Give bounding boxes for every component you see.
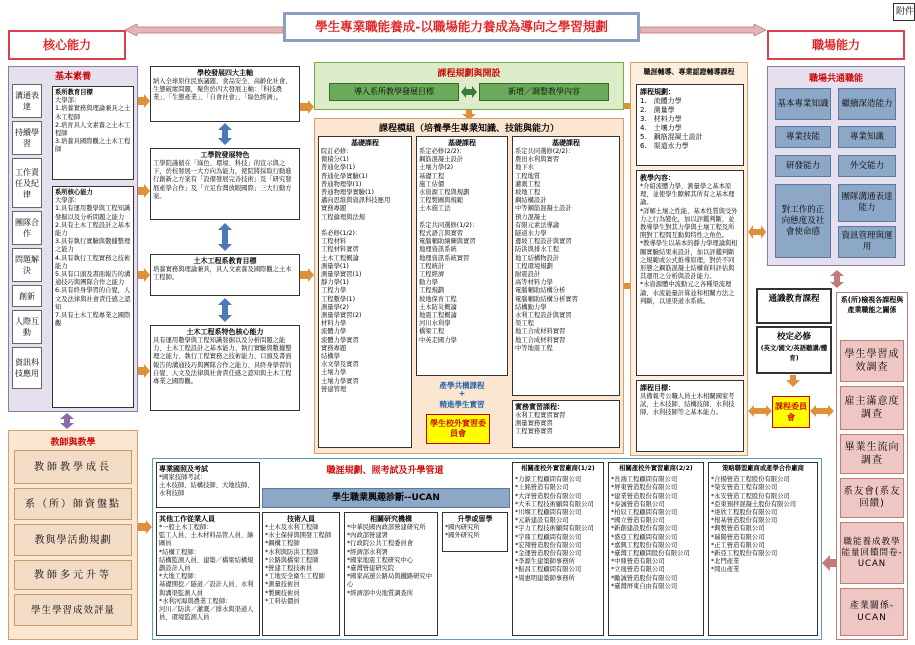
corner-tag-text: 附件	[896, 7, 915, 17]
core-cap-sub: 大學部：	[55, 197, 81, 205]
practice-box	[512, 400, 620, 448]
committee-box: 課程委員會	[772, 396, 810, 428]
other-title: 其他工作從業人員	[159, 515, 215, 523]
workplace-item-4: 研發能力	[775, 155, 831, 177]
career-ability-text: 職場能力	[811, 38, 860, 52]
goal-title: 課程目標：	[640, 384, 675, 392]
course-plan-btn1: 導入系所教學發展目標	[329, 83, 459, 101]
module-col-3-text: 系定共同選修(2/2)： 農田水利與實習 地下水 工程地質 灌溉工程 坡地工程 鋼結構設計 中等鋼筋混凝土設計 預力混凝土 有限元素法導論 隧道水力學 邊坡工程設計與實習 防洪與排水工程 地工結構物設計 工程環境規劃 耐震設計 高等材料力學 電腦輔助結構分析 電腦輔助結構分析實習 結構動力學 水利工程設計與實習 渠工程 地工合成材料實習 地工合成材料實習 中等地震工程	[515, 148, 578, 352]
company-3-title: 策略聯盟廠商或產學合作廠商	[722, 465, 804, 472]
research-text: *中華民國內政部營建研究所 *內政部營建署 *行政院公共工程委員會 *經濟部水利署 *國家地震工程研究中心 *臺灣營建研究院 *國家高速公路局與鐵路研究中心 *經濟部中央地質調查所	[347, 524, 433, 597]
content-text: *介紹流體力學、測量學之基本原理，並使學生瞭解其所有之基本理論。 *詳解土壤之性能、基本性質與受外力之行為變化，加以評鑑判斷，並教導學生對其力學與土壤工程及所開對工程間互動與特性之角色。 *教導學生以基本的靜力學理論與相關實驗結果來設計，加以評鑑判斷之規範或公式推導原理，對於不同形態之鋼筋混凝土結構資料評估與其運用之分析與設計能力。 *水資源體中流動元之各種渠流理論、水流能量計算並和相關方法之判斷，以達渠道水系統。	[640, 183, 738, 305]
teacher-title: 教師與教學	[50, 438, 96, 448]
college-theme-box	[150, 148, 300, 220]
literacy-item-3: 團隊合作	[12, 211, 42, 245]
workplace-item-7: 團隊溝通表達能力	[838, 184, 896, 222]
tech-text: *土木及水利工程師 *水土保持與開發工程師 *鋼構工程師 *水利與防洪工程師 *公路與橋梁工程師 *營建工程技術員 *工地安全衛生工程師 *測量技術員 *製圖技術員 *工料估價員	[265, 524, 332, 605]
further-box	[442, 512, 508, 552]
arrow-right-icon	[138, 364, 150, 378]
arrow-right-icon	[300, 100, 314, 114]
workplace-item-0: 基本專業知識	[775, 88, 831, 120]
dept-goal-text: 培養實務與理論兼具，具人文素養及國際觀之土木工程師。	[153, 266, 292, 282]
double-arrow-icon	[461, 86, 477, 98]
course-plan-title: 課程規劃與開設	[437, 69, 501, 79]
double-arrow-icon	[748, 225, 766, 239]
course-plan-panel	[314, 62, 624, 110]
required-box	[756, 326, 832, 374]
arrow-left-icon	[125, 24, 283, 36]
arrow-right-icon	[138, 268, 150, 282]
research-box	[344, 512, 438, 636]
title-arrow-left	[125, 21, 283, 33]
other-box	[156, 512, 260, 636]
teacher-item-1: 系（所）師資盤點	[14, 488, 132, 520]
general-edu-title: 通識教育課程	[768, 294, 820, 304]
teacher-item-2: 教與學活動規劃	[14, 524, 132, 556]
arrow-right-icon	[138, 520, 152, 534]
review-title: 系(所)檢視各課程與產業職能之關係	[840, 296, 904, 314]
school-theme-box	[150, 66, 300, 122]
updown-arrow-icon	[218, 123, 232, 145]
core-ability-text: 核心能力	[42, 38, 91, 52]
practice-text: 水利工程實習實習 測量實務實習 工程實務實習	[515, 412, 566, 436]
guidance-title: 職涯輔導、專業認證輔導課程	[643, 68, 735, 76]
company-2-box	[608, 462, 704, 636]
module-col-2-text: 系定必修(2/2)： 鋼筋混凝土設計 土壤力學(2) 基礎工程 施工估價 水資源工程與規劃 工程製圖與規範 土木施工法 系定共同選修(1/2)： 程式語言與實習 電腦輔助繪圖與實習 地理資訊系統 地理資訊系統實習 工程統計 工程經濟 動力學 工程規劃 坡地保育工程 土木防災概論 地震工程概論 河川水利學 橋梁工程 中英走國力學	[419, 148, 479, 344]
workplace-item-1: 繼續深造能力	[838, 88, 896, 120]
company-3-box	[708, 462, 818, 636]
literacy-item-7: 資訊科技應用	[12, 347, 42, 389]
workplace-item-2: 專業技能	[775, 126, 831, 148]
workplace-item-5: 外交能力	[838, 155, 896, 177]
review-item-5: 產業關係-UCAN	[840, 588, 904, 636]
workplace-item-3: 專業知識	[838, 126, 896, 148]
planning-box	[636, 84, 744, 166]
literacy-item-2: 工作責任及紀律	[12, 158, 42, 208]
workplace-title: 職場共通職能	[808, 74, 863, 84]
module-col-2	[416, 136, 508, 376]
general-edu-box	[756, 288, 832, 324]
module-col-1-text: 院訂必修： 微積分(1) 普通化學(1) 普通化學實驗(1) 普通物理學(1) 普通物理學實驗(1) 邁向思維與資訊科技應用 實務專題 工程倫理與法規 系必修(1/2)： 工程材料 工程材料實習 土木工程概論 測量學(1) 測量學實習(1) 靜力學(1) 工程力學 工程數學(1) 測量學(2) 測量學實習(2) 材料力學 流體力學 流體力學實習 實務專題 結構學 水文學及實習 土壤力學 土壤力學實習 營建管理	[321, 148, 391, 393]
arrow-right-icon	[138, 94, 150, 108]
module-col-3	[512, 136, 620, 396]
edu-goal-box	[52, 86, 134, 180]
review-item-0: 學生學習成效調查	[840, 340, 904, 382]
arrow-right-icon	[300, 268, 314, 282]
company-1-text: *力源工程顧問有限公司 *上銘營造有限公司 *大洋營造股份有限公司 *大禾工程技術顧問有限公司 *川堰工程顧問有限公司 *元新建設有限公司 *宇力工程技術顧問有限公司 *宇鼎工程顧問有限公司 *宏翔營造股份有限公司 *金運營造股份有限公司 *李源生建築師事務所 *振昌工程顧問有限公司 *周惠明建築師事務所	[515, 476, 594, 582]
required-text: (英文/國文/英語聽講/體育)	[760, 345, 828, 362]
arrow-down-icon	[786, 375, 800, 387]
course-plan-btn2: 新增／調整教學內容	[479, 83, 609, 101]
dept-goal-box	[150, 254, 300, 296]
dept-core-text: 具有運用數學與工程知識發掘以及分析問題之能力、土木工程設計之基本能力、執行實驗與數據整理之能力、執行工程實務之技術能力、口頭及書面報告的溝通技巧與團隊合作之能力、具終身學習的自覺、人文及法律與社會責任感之認知與土木工程專業之國際觀。	[153, 337, 292, 386]
literacy-item-0: 溝通表達	[12, 84, 42, 118]
arrow-right-icon	[138, 184, 150, 198]
coop-course-title: 產學共構課程	[439, 381, 485, 390]
license-text: *國家技師考試： 土木技師、結構技師、大地技師、水利技師	[159, 474, 254, 498]
tech-box	[262, 512, 340, 636]
module-col-3-title: 基礎課程	[552, 139, 580, 147]
tech-title: 技術人員	[287, 515, 315, 523]
edu-goal-sub: 大學部：	[55, 97, 81, 105]
ucan-bar: 學生職業興趣診斷--UCAN	[262, 488, 510, 508]
core-cap-text: 1.具有運用數學與工程知識發掘以及分析問題之能力 2.具有土木工程設計之基本能力 3.具有執行實驗與數據整理之能力 4.具有執行工程實務之技術能力 5.具有口頭及書面報告的溝通技巧與團隊合作之能力 6.具有終身學習的自覺，人文及法律與社會責任感之認知 7.具有土木工程專業之國際觀	[55, 205, 131, 328]
module-col-2-title: 基礎課程	[448, 139, 476, 147]
other-text: *一般土木工程師： 監工人員、土木材料品管人員、繪圖員 *結構工程師： 結構監測人員、建築／橋梁結構規劃設計人員 *大地工程師： 基礎開挖／隧道／設計人員、水利與溝渠監測人員 *水利河海與農業工程師： 河川／防洪／灌溉／排水與渠道人員、環境監測人員	[159, 524, 254, 622]
core-cap-box	[52, 186, 134, 408]
review-item-4: 職能養成教學能量回饋問卷-UCAN	[840, 522, 904, 584]
main-title	[283, 12, 640, 42]
college-theme-title: 工學院發展特色	[200, 151, 250, 159]
goal-text: 具備報考公職人員土木相關國家考試，土木技師、結構技師、水利技師、水利技師等之基本能力。	[640, 393, 735, 417]
intern-committee-box: 學生校外實習委員會	[426, 414, 490, 444]
workplace-item-8: 資訊管理與運用	[838, 226, 896, 258]
content-box	[636, 170, 744, 376]
teacher-item-3: 教師多元升等	[14, 560, 132, 590]
literacy-item-1: 持續學習	[12, 121, 42, 155]
college-theme-text: 工學院謹循在「綠色、環境、科技」的宣示與之下，於校發展一大方向為能力，使院將採取行動進行創新之方案有「設備發展完善技術」及「研究發展產學合作」及「立足台灣放眼國際」三大行動方案。	[153, 160, 292, 200]
course-modules-title: 課程模組（培養學生專業知識、技能與能力）	[378, 124, 559, 134]
company-2-text: *長鴻工程顧問有限公司 *屏東營造股份有限公司 *建業營造股份有限公司 *泰誠營造有限公司 *柏辰工程顧問有限公司 *國立營造有限公司 *新創建設股份有限公司 *盛亞工程顧問有限公司 *嘉興工程股份有限公司 *臺灣工程顧問股份有限公司 *中鼎營造有限公司 *立晟營造有限公司 *勵誠營造股份有限公司 *臺灣屏東自由有限公司	[611, 476, 690, 590]
review-item-3: 系友會(系友回饋)	[840, 478, 904, 518]
company-1-box	[512, 462, 604, 636]
edu-goal-text: 1.培養實務與理論兼具之土木工程師 2.培育具人文素養之土木工程師 3.培養具國際觀之土木工程師	[55, 105, 131, 154]
edu-goal-title: 系所教育目標	[55, 89, 93, 96]
school-theme-title: 學校發展四大主軸	[197, 69, 253, 77]
updown-arrow-icon	[218, 223, 232, 251]
workplace-item-6: 對工作的正向態度及社會使命感	[775, 184, 831, 258]
career-plan-title: 職涯規劃、照考試及升學管道	[326, 466, 444, 476]
research-title: 相關研究機構	[370, 515, 412, 523]
dept-goal-title: 土木工程系教育目標	[193, 257, 257, 265]
corner-tag	[893, 3, 915, 21]
literacy-item-4: 問題解決	[12, 248, 42, 282]
literacy-item-6: 人際互動	[12, 310, 42, 344]
further-title: 升學或留學	[457, 515, 493, 523]
company-3-text: *合揚營造工程股份有限公司 *榮安營造工程有限公司 *永安營造工程股份有限公司 *亞東預拌混凝土股份有限公司 *達欣工程股份有限公司 *根基營造股份有限公司 *興製營造有限公司 *瑞陽營造有限公司 *正工營造有限公司 *新亞工程股份有限公司 *北門產業 *岡山產業	[711, 476, 797, 574]
updown-arrow-icon	[60, 413, 74, 429]
review-item-2: 畢業生流向調查	[840, 434, 904, 474]
company-2-title: 相關產校外實習廠商(2/2)	[619, 465, 693, 472]
module-col-1-title: 基礎課程	[351, 139, 379, 147]
double-arrow-icon	[748, 405, 772, 417]
planning-text: 1. 流體力學 2. 測量學 3. 材料力學 4. 土壤力學 5. 鋼筋混凝土設計 6. 渠道水力學	[640, 97, 703, 150]
arrow-left-icon	[822, 555, 836, 571]
title-arrow-right	[640, 21, 766, 33]
dept-core-title: 土木工程系特色核心能力	[186, 328, 264, 336]
goal-box	[636, 380, 744, 452]
core-cap-title: 系所核心能力	[55, 189, 93, 196]
literacy-items	[12, 84, 44, 389]
planning-title: 課程規劃：	[640, 88, 675, 96]
license-title: 專業國照及考試	[159, 465, 208, 473]
updown-arrow-icon	[218, 298, 232, 322]
teacher-item-0: 教師教學成長	[14, 450, 132, 484]
arrow-right-icon	[640, 24, 766, 36]
core-ability-header	[8, 30, 126, 60]
company-1-title: 相關產校外實習廠商(1/2)	[521, 465, 595, 472]
practice-title: 實務實習課程：	[515, 403, 564, 411]
module-col-1	[318, 136, 412, 448]
content-title: 教學內容：	[640, 174, 675, 182]
license-box	[156, 462, 260, 508]
career-ability-header	[767, 30, 905, 60]
literacy-item-5: 創新	[12, 285, 42, 307]
teacher-item-4: 學生學習成效評量	[14, 594, 132, 626]
dept-core-box	[150, 325, 300, 411]
school-theme-text: 納入全球原住民族議題、食品安全、高齡化社會、生態破壞問題，聚焦於四大發展主軸：「科技農業」、「生態產業」、「自會社會」、「綠色經濟」。	[153, 78, 292, 102]
required-title: 校定必修	[776, 332, 811, 342]
double-arrow-icon	[810, 405, 834, 417]
updown-arrow-icon	[830, 270, 844, 288]
review-item-1: 雇主滿意度調查	[840, 386, 904, 430]
coop-plus: +	[458, 389, 466, 398]
intern-title: 精進學生實習	[439, 400, 485, 409]
further-text: *國內研究所 *國外研究所	[445, 524, 480, 540]
main-title-text: 學生專業職能養成-以職場能力養成為導向之學習規劃	[315, 19, 608, 34]
basic-literacy-title: 基本素養	[54, 72, 91, 82]
